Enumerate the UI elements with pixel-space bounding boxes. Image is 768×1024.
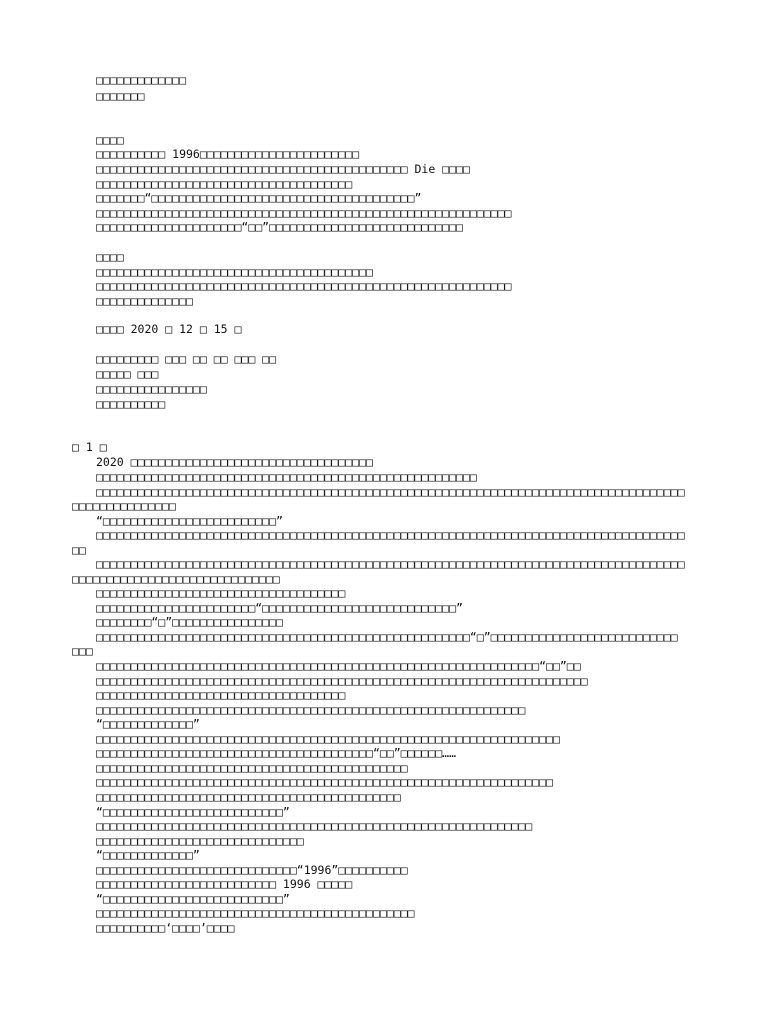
synopsis-line: □□□□□□□□□□ 1996□□□□□□□□□□□□□□□□□□□□□□□ bbox=[96, 147, 360, 161]
chapter-line: □□□□□□□□□□□□□□□ bbox=[72, 499, 176, 513]
chapter-line: □□□□□□□□□□‘□□□□’□□□□ bbox=[96, 921, 235, 935]
chapter-title: □ 1 □ bbox=[72, 440, 107, 454]
chapter-line: □□□ bbox=[72, 644, 93, 658]
date-line: □□□□ 2020 □ 12 □ 15 □ bbox=[96, 322, 242, 336]
chapter-line: □□□□□□□□□□□□□□□□□□□□□□□□□□□□□□□□□□□□□□□□□□□□□□□□□□□□□□□□□□□□□□□□□□ bbox=[96, 775, 553, 789]
chapter-line: □□□□□□□□□□□□□□□□□□□□□□□□□□□□□□□□□□□□□□□□“□□”□□□□□□…… bbox=[96, 746, 457, 760]
section-heading: □□□□ bbox=[96, 250, 124, 264]
chapter-line: □□□□□□□□□□□□□□□□□□□□□□□□□□□□□□□□□□□□□□□□□□□□□□□□□□□□□□□□□□□□□□□□“□□”□□ bbox=[96, 659, 581, 673]
synopsis-line: □□□□□□□“□□□□□□□□□□□□□□□□□□□□□□□□□□□□□□□□□□□□□□” bbox=[96, 191, 422, 205]
chapter-line: “□□□□□□□□□□□□□” bbox=[96, 848, 200, 862]
chapter-line: □□□□□□□□□□□□□□□□□□□□□□□□□□□□□□□□□□□□□□□□□□□□□□□□□□□□□□□□□□□□□□□ bbox=[96, 819, 533, 833]
chapter-line: □□□□□□□□□□□□□□□□□□□□□□□□□□□□□□□□□□□□□□□□□□□□□□ bbox=[96, 906, 415, 920]
chapter-line: “□□□□□□□□□□□□□” bbox=[96, 717, 200, 731]
tag-line: □□□□□□□□□ □□□ □□ □□ □□□ □□ bbox=[96, 352, 277, 366]
chapter-line: □□□□□□□□□□□□□□□□□□□□□□□□□□□□□□□□□□□□□□□□□□□□□□□□□□□□□□□□□□□□□□□□□□□ bbox=[96, 732, 560, 746]
chapter-line: □□□□□□□□□□□□□□□□□□□□□□□□□□□□□□□□□□□□□□□□□□□□□□□□□□□□□□□□□□□□□□ bbox=[96, 703, 526, 717]
synopsis-line: □□□□□□□□□□□□□□□□□□□□□□□□□□□□□□□□□□□□□□□□□□□□□ Die □□□□ bbox=[96, 162, 470, 176]
chapter-line: 2020 □□□□□□□□□□□□□□□□□□□□□□□□□□□□□□□□□□□ bbox=[96, 455, 373, 469]
tag-line: □□□□□□□□□□ bbox=[96, 397, 166, 411]
document-title: □□□□□□□□□□□□□ bbox=[96, 73, 187, 87]
chapter-line: □□□□□□□□□□□□□□□□□□□□□□□□□□ 1996 □□□□□ bbox=[96, 877, 353, 891]
chapter-line: □□□□□□□□□□□□□□□□□□□□□□□□□□□□□□□□□□□□□□□□□□□□□□□□□□□□□□□□□□□□□□□□□□□□□□□□□□□□□□□□□□□□□ bbox=[96, 557, 685, 571]
chapter-line: □□□□□□□□□□□□□□□□□□□□□□□□□□□□□□□□□□□□□□□□□□□□□□□□□□□□□□□□□□□□□□□□□□□□□□□□□□□□□□□□□□□□□ bbox=[96, 485, 685, 499]
chapter-line: □□□□□□□□□□□□□□□□□□□□□□□□□□□□□□□□□□□□□□□□□□□□□ bbox=[96, 761, 408, 775]
tag-line: □□□□□□□□□□□□□□□□ bbox=[96, 382, 207, 396]
synopsis-line: □□□□□□□□□□□□□□□□□□□□□“□□”□□□□□□□□□□□□□□□□□□□□□□□□□□□□ bbox=[96, 220, 463, 234]
chapter-line: □□□□□□□□“□”□□□□□□□□□□□□□□□□ bbox=[96, 615, 283, 629]
chapter-line: “□□□□□□□□□□□□□□□□□□□□□□□□□” bbox=[96, 514, 283, 528]
chapter-line: □□□□□□□□□□□□□□□□□□□□□□□□□□□□□□ bbox=[72, 572, 280, 586]
section-line: □□□□□□□□□□□□□□□□□□□□□□□□□□□□□□□□□□□□□□□□□□□□□□□□□□□□□□□□□□□□ bbox=[96, 279, 512, 293]
synopsis-heading: □□□□ bbox=[96, 133, 124, 147]
section-line: □□□□□□□□□□□□□□□□□□□□□□□□□□□□□□□□□□□□□□□□ bbox=[96, 265, 373, 279]
chapter-line: □□□□□□□□□□□□□□□□□□□□□□□□□□□□□□□□□□□□□□□□□□□□□□□□□□□□□□□□□□□□□□□□□□□□□□□□□□□□□□□□□□□□□ bbox=[96, 528, 685, 542]
chapter-line: □□□□□□□□□□□□□□□□□□□□□□□“□□□□□□□□□□□□□□□□□□□□□□□□□□□□” bbox=[96, 601, 463, 615]
chapter-line: □□□□□□□□□□□□□□□□□□□□□□□□□□□□□□□□□□□□□□□□□□□□□□□□□□□□□□“□”□□□□□□□□□□□□□□□□□□□□□□□□□□□ bbox=[96, 630, 678, 644]
chapter-line: □□□□□□□□□□□□□□□□□□□□□□□□□□□□□□□□□□□□ bbox=[96, 586, 346, 600]
section-line: □□□□□□□□□□□□□□ bbox=[96, 294, 193, 308]
chapter-line: “□□□□□□□□□□□□□□□□□□□□□□□□□□” bbox=[96, 892, 290, 906]
tag-line: □□□□□ □□□ bbox=[96, 367, 159, 381]
chapter-line: □□□□□□□□□□□□□□□□□□□□□□□□□□□□□□□□□□□□□□□□□□□□ bbox=[96, 790, 401, 804]
chapter-line: □□□□□□□□□□□□□□□□□□□□□□□□□□□□□“1996”□□□□□□□□□□ bbox=[96, 863, 408, 877]
chapter-line: □□□□□□□□□□□□□□□□□□□□□□□□□□□□□□□□□□□□□□□□□□□□□□□□□□□□□□□ bbox=[96, 470, 477, 484]
chapter-line: □□□□□□□□□□□□□□□□□□□□□□□□□□□□□□□□□□□□□□□□□□□□□□□□□□□□□□□□□□□□□□□□□□□□□□□ bbox=[96, 674, 588, 688]
synopsis-line: □□□□□□□□□□□□□□□□□□□□□□□□□□□□□□□□□□□□□□□□□□□□□□□□□□□□□□□□□□□□ bbox=[96, 206, 512, 220]
chapter-line: □□ bbox=[72, 543, 86, 557]
document-subtitle: □□□□□□□ bbox=[96, 89, 145, 103]
chapter-line: □□□□□□□□□□□□□□□□□□□□□□□□□□□□□□□□□□□□ bbox=[96, 688, 346, 702]
chapter-line: “□□□□□□□□□□□□□□□□□□□□□□□□□□” bbox=[96, 805, 290, 819]
chapter-line: □□□□□□□□□□□□□□□□□□□□□□□□□□□□□□ bbox=[96, 834, 304, 848]
synopsis-line: □□□□□□□□□□□□□□□□□□□□□□□□□□□□□□□□□□□□□ bbox=[96, 177, 353, 191]
